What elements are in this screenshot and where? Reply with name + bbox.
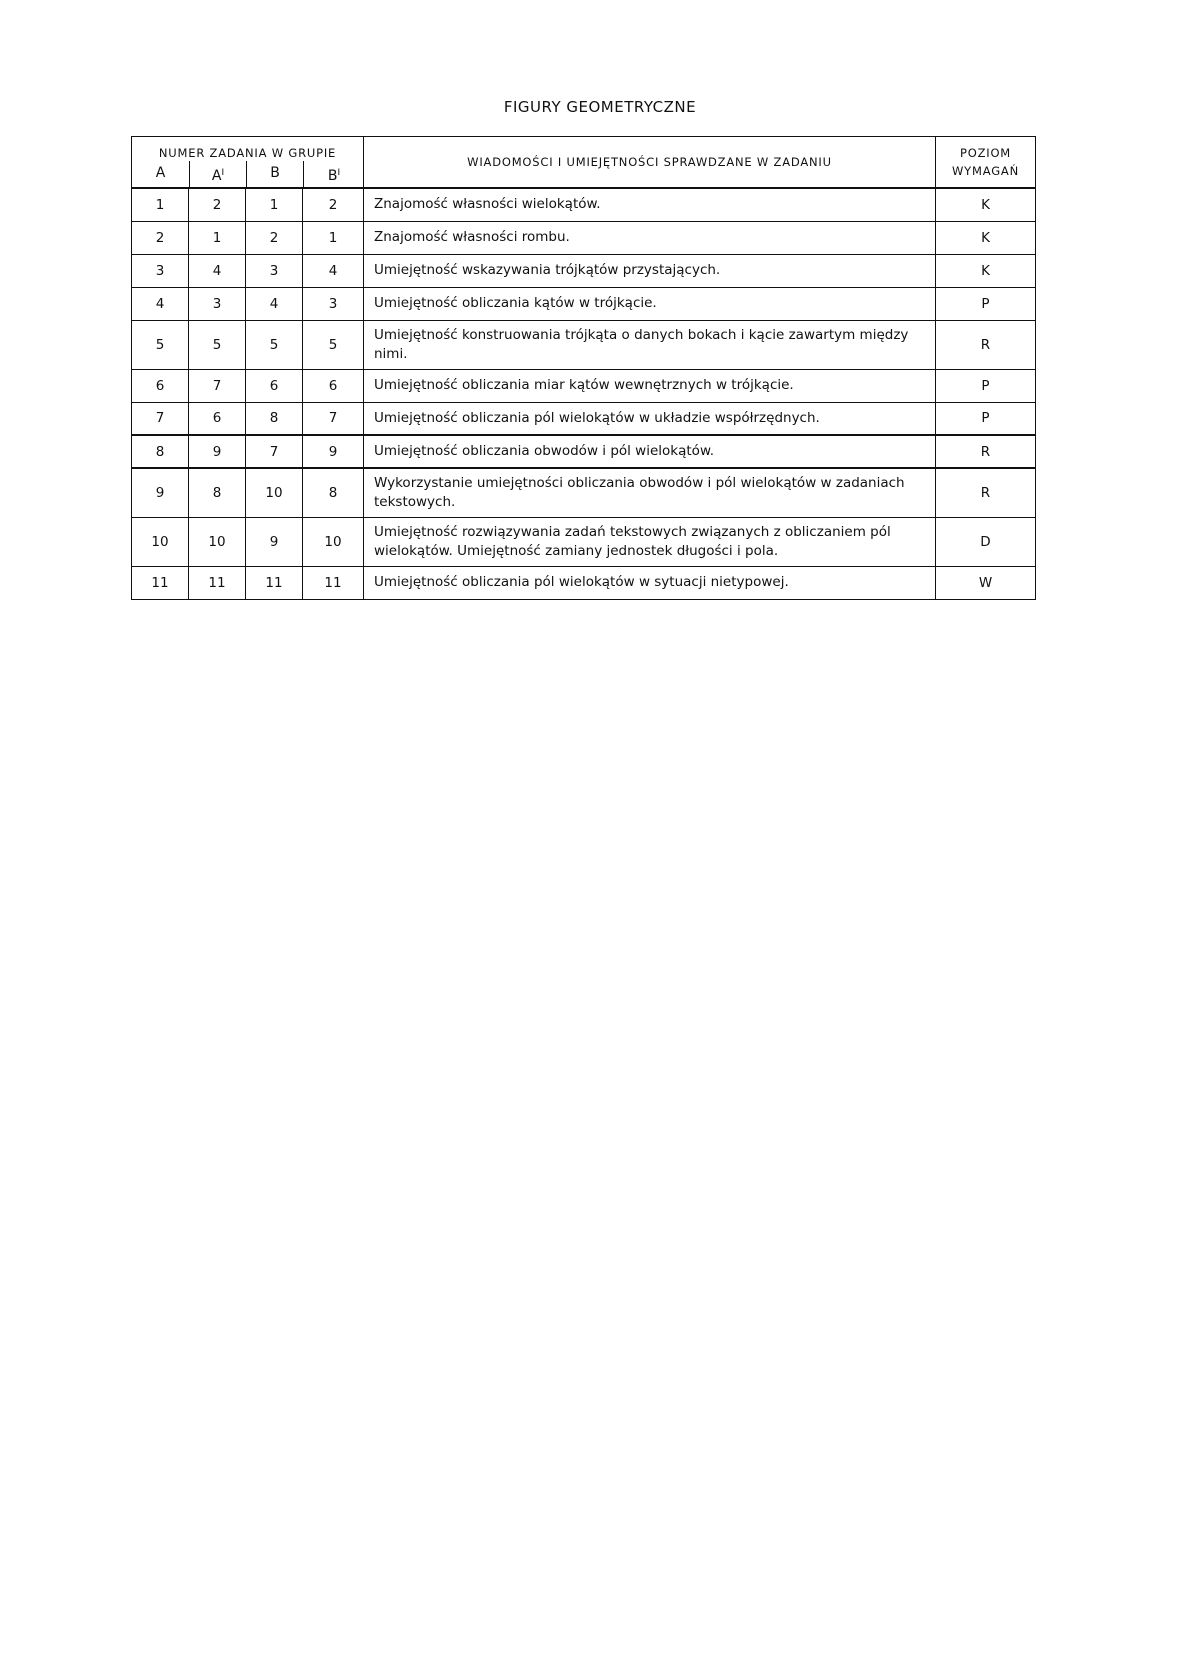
- group-label: NUMER ZADANIA W GRUPIE: [158, 146, 337, 160]
- cell-b: 7: [246, 435, 303, 468]
- cell-b: 6: [246, 369, 303, 402]
- cell-a1: 6: [189, 402, 246, 435]
- cell-a1: 9: [189, 435, 246, 468]
- cell-level: R: [936, 320, 1036, 369]
- table-row: [132, 188, 1036, 221]
- table-row: [132, 369, 1036, 402]
- cell-a: 1: [132, 188, 189, 221]
- table-row: [132, 320, 1036, 369]
- cell-level: R: [936, 468, 1036, 517]
- table-row: [132, 254, 1036, 287]
- table-row: [132, 221, 1036, 254]
- cell-b1: 2: [303, 188, 364, 221]
- sub-column-b1: $B^I$: [303, 161, 364, 187]
- cell-a1: 3: [189, 287, 246, 320]
- cell-b: 9: [246, 517, 303, 566]
- cell-b: 2: [246, 221, 303, 254]
- level-header: [936, 137, 1036, 189]
- cell-a: 4: [132, 287, 189, 320]
- cell-a1: 5: [189, 320, 246, 369]
- table-row: [132, 517, 1036, 566]
- cell-b1: 6: [303, 369, 364, 402]
- cell-b1: 10: [303, 517, 364, 566]
- cell-a: 9: [132, 468, 189, 517]
- description-header: WIADOMOŚCI I UMIEJĘTNOŚCI SPRAWDZANE W ZADANIU: [364, 137, 936, 189]
- sub-column-b: B: [246, 161, 303, 187]
- cell-description: Umiejętność obliczania kątów w trójkącie.: [364, 287, 936, 320]
- cell-a: 2: [132, 221, 189, 254]
- level-header-line2: WYMAGAŃ: [952, 164, 1019, 178]
- table-header-row: [132, 137, 1036, 189]
- cell-level: K: [936, 188, 1036, 221]
- cell-a: 11: [132, 566, 189, 599]
- cell-b1: 11: [303, 566, 364, 599]
- requirements-table: [131, 136, 1036, 600]
- cell-b1: 9: [303, 435, 364, 468]
- cell-b1: 7: [303, 402, 364, 435]
- table-row: [132, 435, 1036, 468]
- cell-a: 3: [132, 254, 189, 287]
- cell-description: Umiejętność obliczania pól wielokątów w sytuacji nietypowej.: [364, 566, 936, 599]
- table-row: [132, 402, 1036, 435]
- cell-level: P: [936, 287, 1036, 320]
- cell-level: D: [936, 517, 1036, 566]
- sub-column-a: A: [155, 165, 166, 181]
- cell-a1: 10: [189, 517, 246, 566]
- cell-level: P: [936, 402, 1036, 435]
- cell-a1: 2: [189, 188, 246, 221]
- cell-b: 3: [246, 254, 303, 287]
- sub-column-a1: $A^I$: [189, 161, 246, 187]
- cell-description: Znajomość własności wielokątów.: [364, 188, 936, 221]
- cell-level: R: [936, 435, 1036, 468]
- cell-b: 5: [246, 320, 303, 369]
- cell-description: Umiejętność obliczania miar kątów wewnętrznych w trójkącie.: [364, 369, 936, 402]
- cell-description: Znajomość własności rombu.: [364, 221, 936, 254]
- cell-b1: 8: [303, 468, 364, 517]
- cell-b: 11: [246, 566, 303, 599]
- table-row: [132, 566, 1036, 599]
- cell-description: Umiejętność obliczania obwodów i pól wielokątów.: [364, 435, 936, 468]
- cell-a1: 7: [189, 369, 246, 402]
- cell-description: Umiejętność rozwiązywania zadań tekstowych związanych z obliczaniem pól wielokątów. Umiejętność zamiany jednostek długości i pola.: [364, 517, 936, 566]
- cell-b1: 1: [303, 221, 364, 254]
- cell-b: 4: [246, 287, 303, 320]
- cell-a1: 1: [189, 221, 246, 254]
- cell-b1: 3: [303, 287, 364, 320]
- cell-a1: 4: [189, 254, 246, 287]
- cell-a: 5: [132, 320, 189, 369]
- cell-a: 6: [132, 369, 189, 402]
- cell-b: 10: [246, 468, 303, 517]
- cell-b1: 4: [303, 254, 364, 287]
- cell-a: 7: [132, 402, 189, 435]
- cell-description: Umiejętność obliczania pól wielokątów w układzie współrzędnych.: [364, 402, 936, 435]
- table-row: [132, 287, 1036, 320]
- cell-description: Umiejętność konstruowania trójkąta o danych bokach i kącie zawartym między nimi.: [364, 320, 936, 369]
- cell-a1: 11: [189, 566, 246, 599]
- cell-a1: 8: [189, 468, 246, 517]
- cell-b: 1: [246, 188, 303, 221]
- page-title: FIGURY GEOMETRYCZNE: [503, 98, 697, 116]
- cell-level: P: [936, 369, 1036, 402]
- cell-b1: 5: [303, 320, 364, 369]
- cell-description: Wykorzystanie umiejętności obliczania obwodów i pól wielokątów w zadaniach tekstowych.: [364, 468, 936, 517]
- cell-level: K: [936, 254, 1036, 287]
- cell-level: W: [936, 566, 1036, 599]
- level-header-line1: POZIOM: [959, 146, 1012, 160]
- cell-a: 8: [132, 435, 189, 468]
- task-number-group-header: [132, 137, 364, 189]
- cell-a: 10: [132, 517, 189, 566]
- cell-level: K: [936, 221, 1036, 254]
- table-row: [132, 468, 1036, 517]
- cell-b: 8: [246, 402, 303, 435]
- cell-description: Umiejętność wskazywania trójkątów przystających.: [364, 254, 936, 287]
